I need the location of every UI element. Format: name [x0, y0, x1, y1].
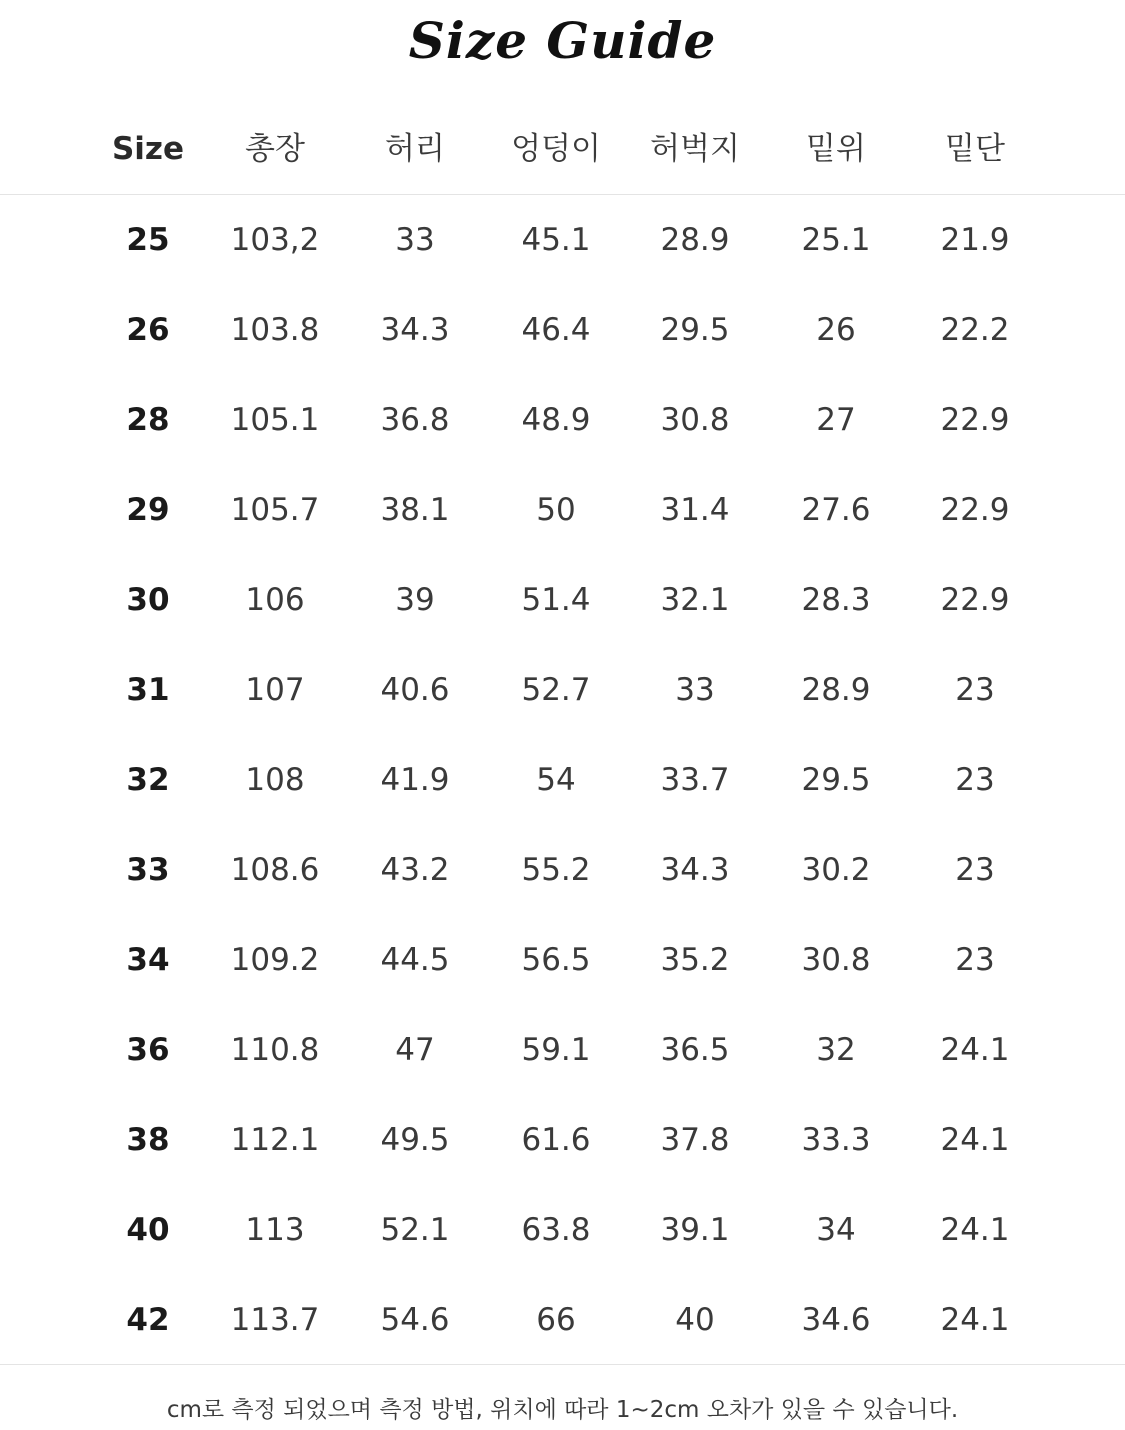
cell-total-length: 105.7: [230, 492, 320, 528]
cell-size: 29: [126, 492, 170, 528]
cell-hip: 54: [536, 762, 576, 798]
cell-rise: 29.5: [801, 762, 871, 798]
cell-size: 38: [126, 1122, 170, 1158]
header-cell-hip: 엉덩이: [511, 131, 601, 167]
table-row: [0, 1005, 1125, 1095]
cell-rise: 34: [816, 1212, 856, 1248]
cell-thigh: 35.2: [660, 942, 730, 978]
cell-total-length: 113.7: [230, 1302, 320, 1338]
cell-rise: 25.1: [801, 222, 871, 258]
cell-thigh: 39.1: [660, 1212, 730, 1248]
header-cell-rise: 밑위: [806, 131, 866, 167]
cell-waist: 39: [395, 582, 435, 618]
cell-hem: 23: [955, 672, 995, 708]
cell-rise: 27: [816, 402, 856, 438]
cell-hem: 22.9: [940, 492, 1010, 528]
cell-total-length: 103.8: [230, 312, 320, 348]
table-row: [0, 1095, 1125, 1185]
cell-waist: 47: [395, 1032, 435, 1068]
table-row: [0, 915, 1125, 1005]
cell-hip: 55.2: [521, 852, 591, 888]
cell-total-length: 108.6: [230, 852, 320, 888]
header-cell-waist: 허리: [385, 131, 445, 167]
cell-thigh: 36.5: [660, 1032, 730, 1068]
cell-thigh: 31.4: [660, 492, 730, 528]
cell-waist: 52.1: [380, 1212, 450, 1248]
cell-size: 28: [126, 402, 170, 438]
cell-hem: 23: [955, 762, 995, 798]
cell-hem: 24.1: [940, 1212, 1010, 1248]
cell-thigh: 40: [675, 1302, 715, 1338]
cell-thigh: 33.7: [660, 762, 730, 798]
cell-hem: 22.9: [940, 402, 1010, 438]
cell-total-length: 112.1: [230, 1122, 320, 1158]
table-body: [0, 195, 1125, 1365]
cell-waist: 38.1: [380, 492, 450, 528]
cell-rise: 34.6: [801, 1302, 871, 1338]
cell-hem: 21.9: [940, 222, 1010, 258]
cell-waist: 54.6: [380, 1302, 450, 1338]
table-row: [0, 735, 1125, 825]
divider: [0, 1364, 1125, 1365]
cell-size: 26: [126, 312, 170, 348]
cell-hem: 22.9: [940, 582, 1010, 618]
cell-size: 32: [126, 762, 170, 798]
cell-hem: 24.1: [940, 1302, 1010, 1338]
cell-size: 42: [126, 1302, 170, 1338]
table-row: [0, 285, 1125, 375]
cell-waist: 40.6: [380, 672, 450, 708]
table-row: [0, 555, 1125, 645]
table-row: [0, 465, 1125, 555]
cell-rise: 27.6: [801, 492, 871, 528]
cell-waist: 49.5: [380, 1122, 450, 1158]
cell-total-length: 107: [245, 672, 305, 708]
cell-waist: 36.8: [380, 402, 450, 438]
cell-waist: 41.9: [380, 762, 450, 798]
cell-size: 25: [126, 222, 170, 258]
cell-thigh: 33: [675, 672, 715, 708]
size-table: [0, 104, 1125, 1365]
cell-total-length: 106: [245, 582, 305, 618]
cell-total-length: 105.1: [230, 402, 320, 438]
cell-rise: 30.2: [801, 852, 871, 888]
cell-total-length: 103,2: [230, 222, 320, 258]
cell-rise: 28.3: [801, 582, 871, 618]
table-row: [0, 1275, 1125, 1365]
cell-total-length: 113: [245, 1212, 305, 1248]
cell-waist: 43.2: [380, 852, 450, 888]
cell-hip: 61.6: [521, 1122, 591, 1158]
cell-thigh: 37.8: [660, 1122, 730, 1158]
cell-hip: 48.9: [521, 402, 591, 438]
cell-hem: 23: [955, 852, 995, 888]
cell-size: 30: [126, 582, 170, 618]
footnote: cm로 측정 되었으며 측정 방법, 위치에 따라 1~2cm 오차가 있을 수 있습니다.: [166, 1397, 959, 1423]
cell-rise: 33.3: [801, 1122, 871, 1158]
cell-hip: 66: [536, 1302, 576, 1338]
cell-hip: 59.1: [521, 1032, 591, 1068]
cell-rise: 30.8: [801, 942, 871, 978]
cell-hip: 50: [536, 492, 576, 528]
cell-hip: 51.4: [521, 582, 591, 618]
cell-size: 40: [126, 1212, 170, 1248]
cell-hip: 52.7: [521, 672, 591, 708]
cell-hem: 24.1: [940, 1032, 1010, 1068]
cell-size: 31: [126, 672, 170, 708]
cell-hip: 45.1: [521, 222, 591, 258]
cell-total-length: 108: [245, 762, 305, 798]
table-row: [0, 195, 1125, 285]
cell-size: 36: [126, 1032, 170, 1068]
cell-thigh: 32.1: [660, 582, 730, 618]
cell-thigh: 30.8: [660, 402, 730, 438]
cell-size: 34: [126, 942, 170, 978]
cell-rise: 28.9: [801, 672, 871, 708]
cell-rise: 26: [816, 312, 856, 348]
cell-hem: 23: [955, 942, 995, 978]
cell-total-length: 110.8: [230, 1032, 320, 1068]
cell-hem: 24.1: [940, 1122, 1010, 1158]
table-header: [0, 104, 1125, 195]
cell-total-length: 109.2: [230, 942, 320, 978]
cell-waist: 34.3: [380, 312, 450, 348]
page-title: Size Guide: [408, 11, 717, 70]
cell-hip: 63.8: [521, 1212, 591, 1248]
header-cell-size: Size: [111, 131, 185, 167]
cell-rise: 32: [816, 1032, 856, 1068]
cell-size: 33: [126, 852, 170, 888]
cell-hem: 22.2: [940, 312, 1010, 348]
cell-hip: 46.4: [521, 312, 591, 348]
cell-thigh: 34.3: [660, 852, 730, 888]
cell-thigh: 29.5: [660, 312, 730, 348]
table-row: [0, 1185, 1125, 1275]
header-cell-hem: 밑단: [945, 131, 1005, 167]
table-row: [0, 645, 1125, 735]
table-row: [0, 825, 1125, 915]
cell-waist: 44.5: [380, 942, 450, 978]
header-cell-total-length: 총장: [245, 131, 305, 167]
cell-thigh: 28.9: [660, 222, 730, 258]
header-cell-thigh: 허벅지: [650, 131, 740, 167]
cell-waist: 33: [395, 222, 435, 258]
table-row: [0, 375, 1125, 465]
cell-hip: 56.5: [521, 942, 591, 978]
